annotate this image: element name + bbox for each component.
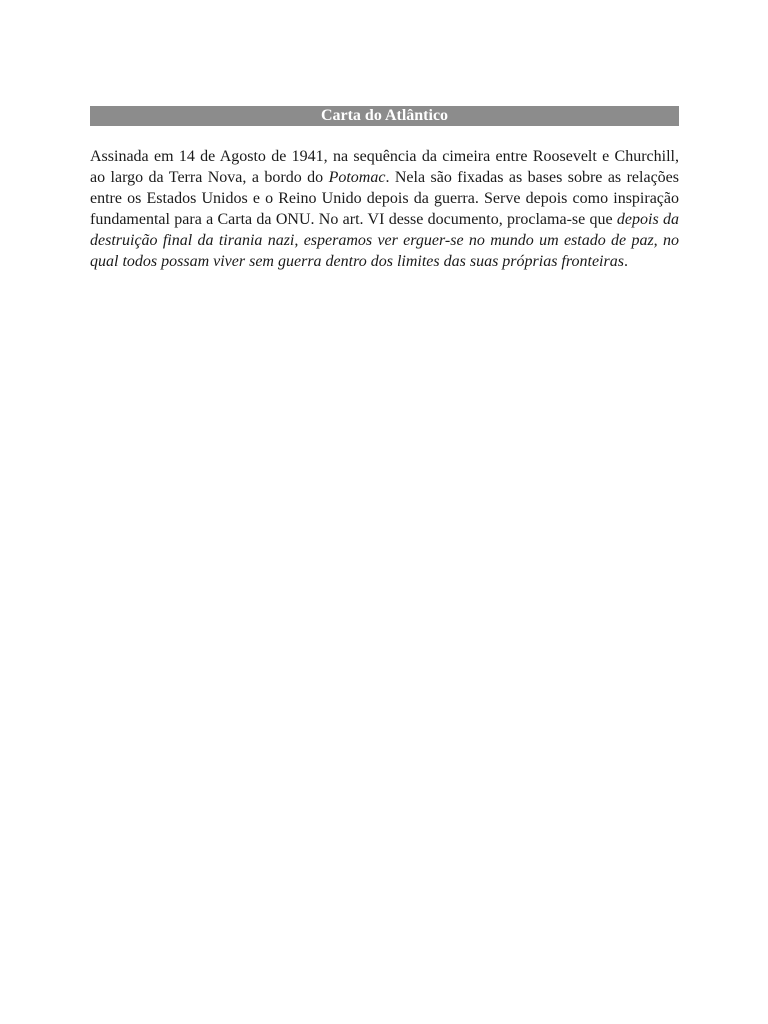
section-heading-text: Carta do Atlântico bbox=[320, 107, 449, 124]
charter-quote: depois da destruição final da tirania nazi, esperamos ver erguer-se no mundo um estado de paz, no qual todos possam viver sem guerra dentro dos limites das suas próprias fronteiras bbox=[90, 211, 679, 270]
body-paragraph bbox=[90, 146, 679, 272]
section-heading bbox=[90, 106, 679, 126]
paragraph-end: . bbox=[623, 253, 628, 270]
paragraph-text-part1: Assinada em 14 de Agosto de 1941, na sequência da cimeira entre Roosevelt e Churchill, ao largo da Terra Nova, a bordo do bbox=[90, 148, 679, 186]
ship-name: Potomac bbox=[328, 169, 386, 186]
paragraph-text-part2: . Nela são fixadas as bases sobre as relações entre os Estados Unidos e o Reino Unido depois da guerra. Serve depois como inspiração fundamental para a Carta da ONU. No art. VI desse documento, proclama-se que bbox=[90, 169, 679, 228]
